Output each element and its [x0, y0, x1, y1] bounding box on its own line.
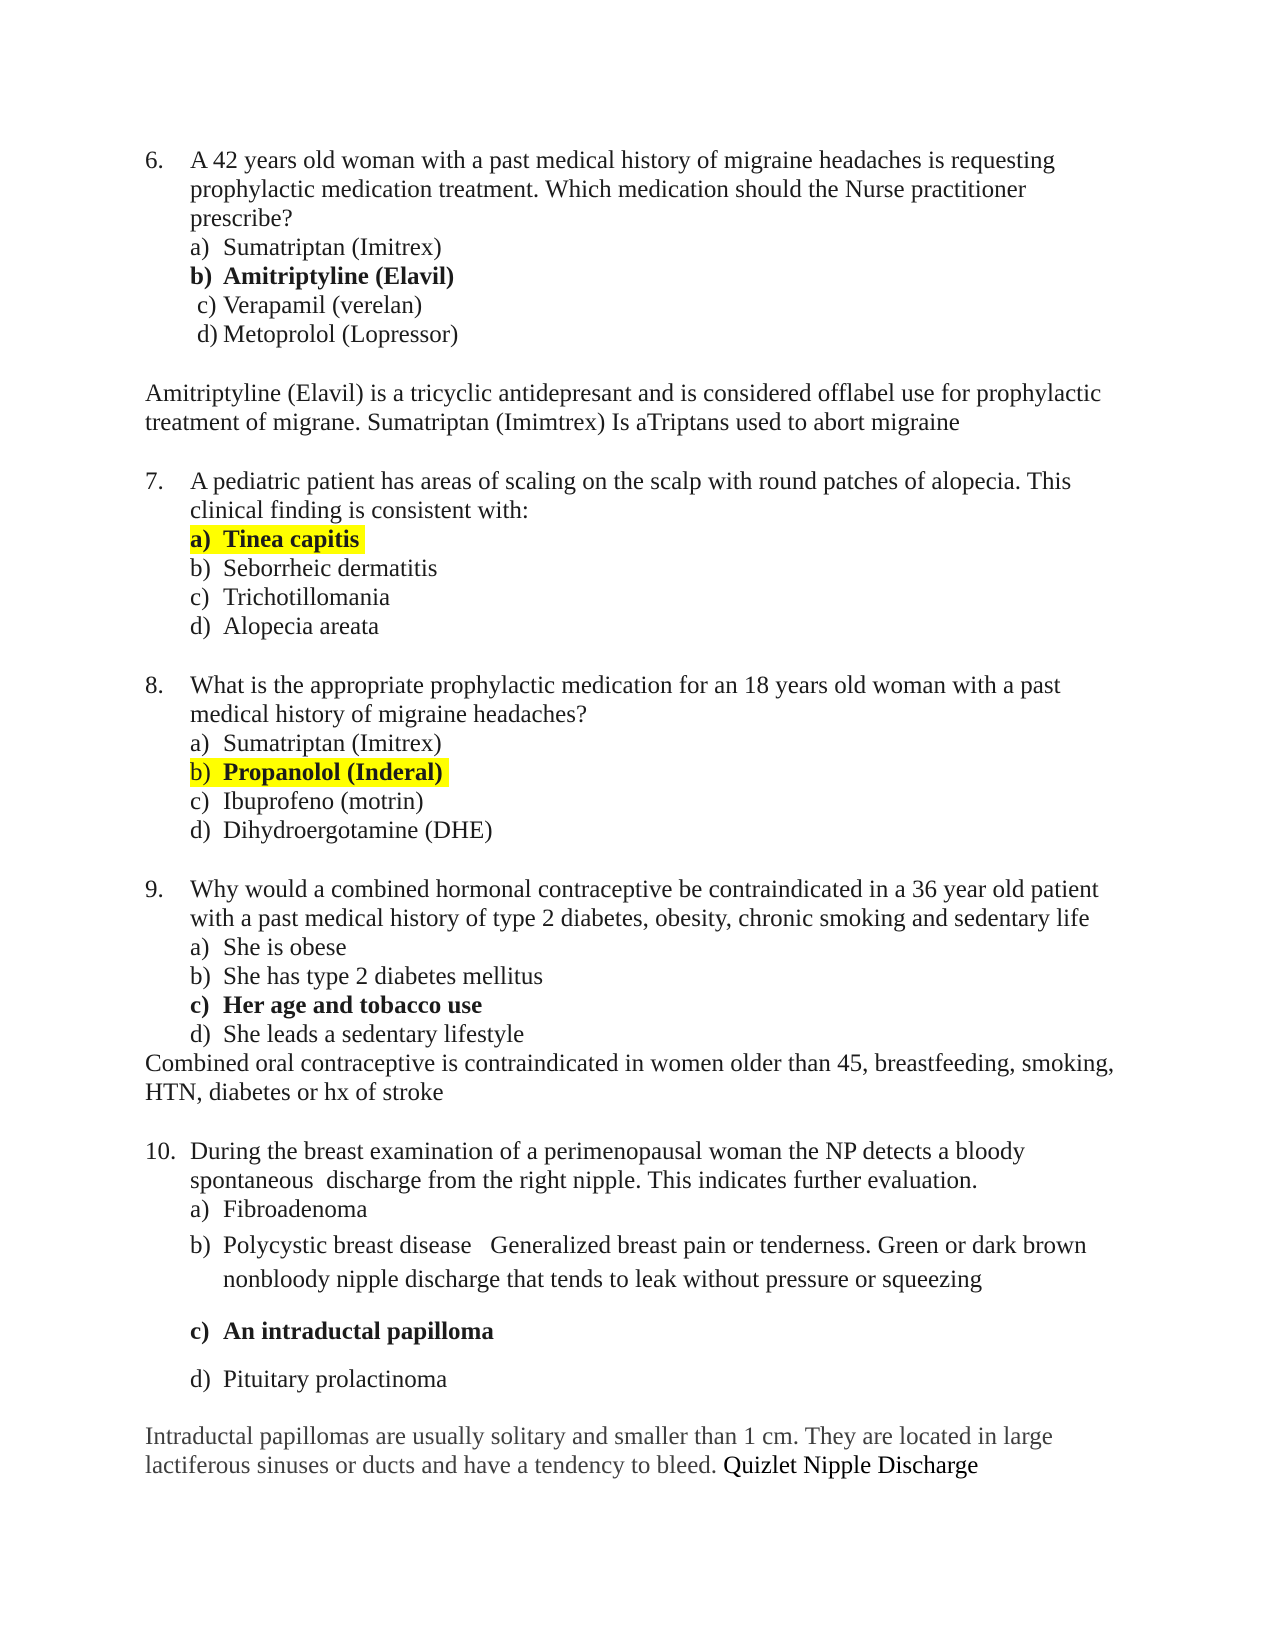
question-10-explanation-reference: Quizlet Nipple Discharge — [723, 1452, 979, 1479]
question-7-number: 7. — [145, 468, 164, 495]
option-6a-text: Sumatriptan (Imitrex) — [223, 234, 442, 261]
option-9a — [145, 933, 1135, 962]
option-7b — [145, 554, 1135, 583]
question-6 — [145, 146, 1135, 349]
option-6b-correct-answer — [145, 262, 1135, 291]
option-10c-letter: c) — [190, 1318, 210, 1345]
question-6-number: 6. — [145, 147, 164, 174]
option-9c-correct-answer — [145, 991, 1135, 1020]
option-9a-text: She is obese — [223, 934, 347, 961]
option-7b-letter: b) — [190, 555, 211, 582]
question-6-explanation: Amitriptyline (Elavil) is a tricyclic antidepresant and is considered offlabel use for prophylactic treatment of migrane. Sumatriptan (Imimtrex) Is aTriptans used to abort migraine — [145, 380, 1102, 436]
option-6b-text: Amitriptyline (Elavil) — [223, 263, 455, 290]
option-7d-text: Alopecia areata — [223, 613, 380, 640]
question-7-lead — [145, 467, 1135, 525]
option-7a-letter: a) — [190, 525, 223, 554]
question-6-lead — [145, 146, 1135, 233]
option-8c-text: Ibuprofeno (motrin) — [223, 788, 424, 815]
option-8a — [145, 729, 1135, 758]
option-9d-text: She leads a sedentary lifestyle — [223, 1021, 525, 1048]
option-6d — [145, 320, 1135, 349]
option-8b-correct-answer — [145, 758, 1135, 787]
question-10-explanation — [145, 1422, 1135, 1480]
option-6b-letter: b) — [190, 263, 213, 290]
option-8b-text: Propanolol (Inderal) — [223, 758, 449, 787]
option-9d-letter: d) — [190, 1021, 211, 1048]
option-9b-text: She has type 2 diabetes mellitus — [223, 963, 544, 990]
option-10d — [145, 1365, 1135, 1394]
option-6a — [145, 233, 1135, 262]
option-7c-text: Trichotillomania — [223, 584, 391, 611]
question-9-text: Why would a combined hormonal contraceptive be contraindicated in a 36 year old patient with a past medical history of type 2 diabetes, obesity, chronic smoking and sedentary life — [190, 876, 1099, 932]
option-8d-text: Dihydroergotamine (DHE) — [223, 817, 493, 844]
option-6c-letter: c) — [197, 292, 217, 319]
option-6c-text: Verapamil (verelan) — [223, 292, 423, 319]
option-8c-letter: c) — [190, 788, 210, 815]
option-9d — [145, 1020, 1135, 1049]
option-10b — [145, 1229, 1135, 1297]
option-10d-letter: d) — [190, 1366, 211, 1393]
option-10c-text: An intraductal papilloma — [223, 1318, 494, 1345]
option-8a-letter: a) — [190, 730, 210, 757]
question-9-explanation: Combined oral contraceptive is contraindicated in women older than 45, breastfeeding, smoking, HTN, diabetes or hx of stroke — [145, 1050, 1115, 1106]
question-9-lead — [145, 875, 1135, 933]
option-7a-correct-answer — [145, 525, 1135, 554]
option-10a — [145, 1195, 1135, 1224]
option-7a-text: Tinea capitis — [223, 525, 365, 554]
document-content — [145, 146, 1135, 1480]
option-8a-text: Sumatriptan (Imitrex) — [223, 730, 442, 757]
option-7d-letter: d) — [190, 613, 211, 640]
option-7c-letter: c) — [190, 584, 210, 611]
question-10 — [145, 1137, 1135, 1394]
option-9c-text: Her age and tobacco use — [223, 992, 483, 1019]
option-6d-letter: d) — [197, 321, 218, 348]
option-9b — [145, 962, 1135, 991]
option-10b-text: Polycystic breast disease Generalized breast pain or tenderness. Green or dark brown nonbloody nipple discharge that tends to leak without pressure or squeezing — [223, 1232, 1087, 1293]
question-8-lead — [145, 671, 1135, 729]
option-10d-text: Pituitary prolactinoma — [223, 1366, 448, 1393]
question-9-number: 9. — [145, 876, 164, 903]
question-7-text: A pediatric patient has areas of scaling on the scalp with round patches of alopecia. This clinical finding is consistent with: — [190, 468, 1072, 524]
option-7c — [145, 583, 1135, 612]
option-10a-letter: a) — [190, 1196, 210, 1223]
question-8-text: What is the appropriate prophylactic medication for an 18 years old woman with a past medical history of migraine headaches? — [190, 672, 1061, 728]
option-9b-letter: b) — [190, 963, 211, 990]
option-8c — [145, 787, 1135, 816]
option-10b-letter: b) — [190, 1232, 211, 1259]
option-6d-text: Metoprolol (Lopressor) — [223, 321, 459, 348]
option-8d-letter: d) — [190, 817, 211, 844]
option-7b-text: Seborrheic dermatitis — [223, 555, 438, 582]
option-9a-letter: a) — [190, 934, 210, 961]
question-7 — [145, 467, 1135, 641]
option-8b-letter: b) — [190, 758, 223, 787]
option-10a-text: Fibroadenoma — [223, 1196, 368, 1223]
option-10c-correct-answer — [145, 1317, 1135, 1346]
option-8d — [145, 816, 1135, 845]
question-8-number: 8. — [145, 672, 164, 699]
question-10-text: During the breast examination of a perimenopausal woman the NP detects a bloody spontaneous discharge from the right nipple. This indicates further evaluation. — [190, 1138, 1025, 1194]
question-10-lead — [145, 1137, 1135, 1195]
option-6c — [145, 291, 1135, 320]
question-10-number: 10. — [145, 1138, 177, 1165]
option-7d — [145, 612, 1135, 641]
option-9c-letter: c) — [190, 992, 210, 1019]
option-6a-letter: a) — [190, 234, 210, 261]
question-8 — [145, 671, 1135, 845]
question-9 — [145, 875, 1135, 1049]
question-6-text: A 42 years old woman with a past medical history of migraine headaches is requesting prophylactic medication treatment. Which medication should the Nurse practitioner prescribe? — [190, 147, 1056, 232]
question-10-explanation-main: Intraductal papillomas are usually solitary and smaller than 1 cm. They are located in large lactiferous sinuses or ducts and have a tendency to bleed. — [145, 1423, 1053, 1479]
